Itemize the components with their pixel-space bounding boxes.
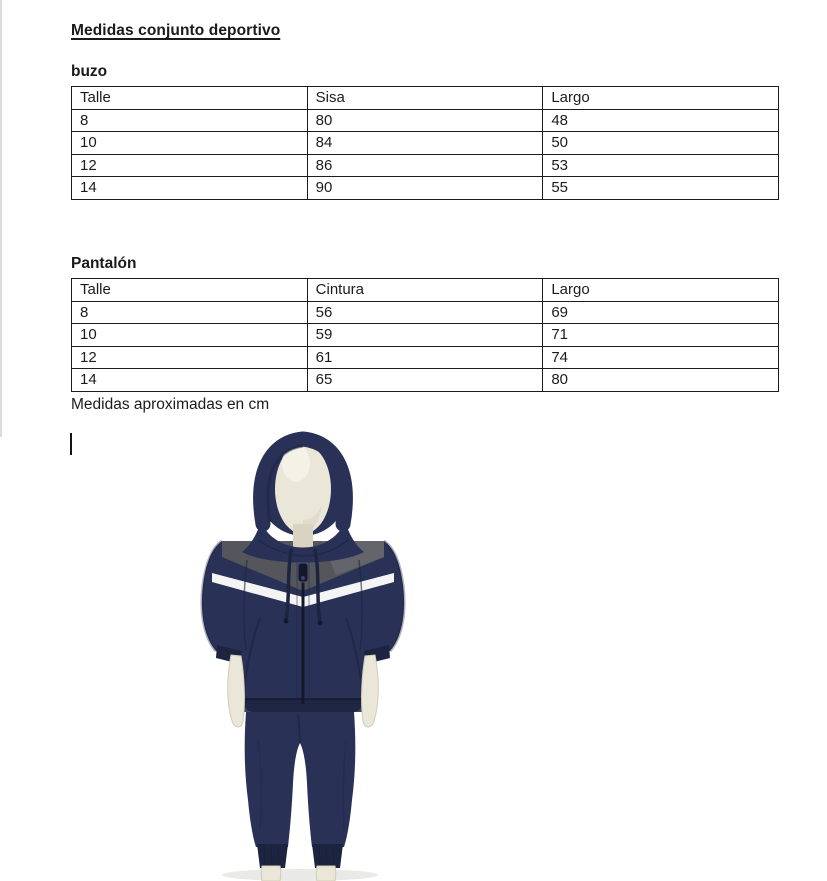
- section-heading-buzo[interactable]: buzo: [71, 62, 108, 80]
- table-cell[interactable]: 8: [72, 301, 308, 324]
- table-cell[interactable]: 10: [72, 324, 308, 347]
- section-heading-pantalon[interactable]: Pantalón: [71, 254, 137, 272]
- table-cell[interactable]: 14: [72, 369, 308, 392]
- pantalon-size-table[interactable]: [71, 278, 779, 392]
- table-cell[interactable]: 10: [72, 132, 308, 155]
- column-header[interactable]: Talle: [72, 87, 308, 110]
- mannequin-illustration: [190, 430, 410, 881]
- column-header[interactable]: Sisa: [307, 87, 543, 110]
- table-row: [72, 154, 779, 177]
- table-row: [72, 301, 779, 324]
- table-row: [72, 177, 779, 200]
- table-cell[interactable]: 90: [307, 177, 543, 200]
- column-header[interactable]: Largo: [543, 87, 779, 110]
- table-cell[interactable]: 50: [543, 132, 779, 155]
- table-cell[interactable]: 53: [543, 154, 779, 177]
- table-cell[interactable]: 74: [543, 346, 779, 369]
- page-edge: [0, 0, 2, 437]
- column-header[interactable]: Cintura: [307, 279, 543, 302]
- table-cell[interactable]: 56: [307, 301, 543, 324]
- table-cell[interactable]: 86: [307, 154, 543, 177]
- table-cell[interactable]: 12: [72, 154, 308, 177]
- table-cell[interactable]: 12: [72, 346, 308, 369]
- table-row: [72, 346, 779, 369]
- table-cell[interactable]: 80: [307, 109, 543, 132]
- table-cell[interactable]: 48: [543, 109, 779, 132]
- table-cell[interactable]: 65: [307, 369, 543, 392]
- page-title[interactable]: Medidas conjunto deportivo: [71, 22, 281, 40]
- column-header[interactable]: Largo: [543, 279, 779, 302]
- table-cell[interactable]: 69: [543, 301, 779, 324]
- table-cell[interactable]: 80: [543, 369, 779, 392]
- text-cursor: [70, 433, 72, 455]
- table-cell[interactable]: 61: [307, 346, 543, 369]
- table-header-row: [72, 87, 779, 110]
- table-row: [72, 109, 779, 132]
- table-cell[interactable]: 8: [72, 109, 308, 132]
- table-cell[interactable]: 14: [72, 177, 308, 200]
- product-photo[interactable]: [190, 430, 410, 881]
- buzo-size-table[interactable]: [71, 86, 779, 200]
- table-cell[interactable]: 55: [543, 177, 779, 200]
- table-row: [72, 324, 779, 347]
- table-cell[interactable]: 71: [543, 324, 779, 347]
- table-cell[interactable]: 84: [307, 132, 543, 155]
- column-header[interactable]: Talle: [72, 279, 308, 302]
- table-row: [72, 369, 779, 392]
- table-header-row: [72, 279, 779, 302]
- measurement-footnote[interactable]: Medidas aproximadas en cm: [71, 396, 270, 413]
- table-cell[interactable]: 59: [307, 324, 543, 347]
- table-row: [72, 132, 779, 155]
